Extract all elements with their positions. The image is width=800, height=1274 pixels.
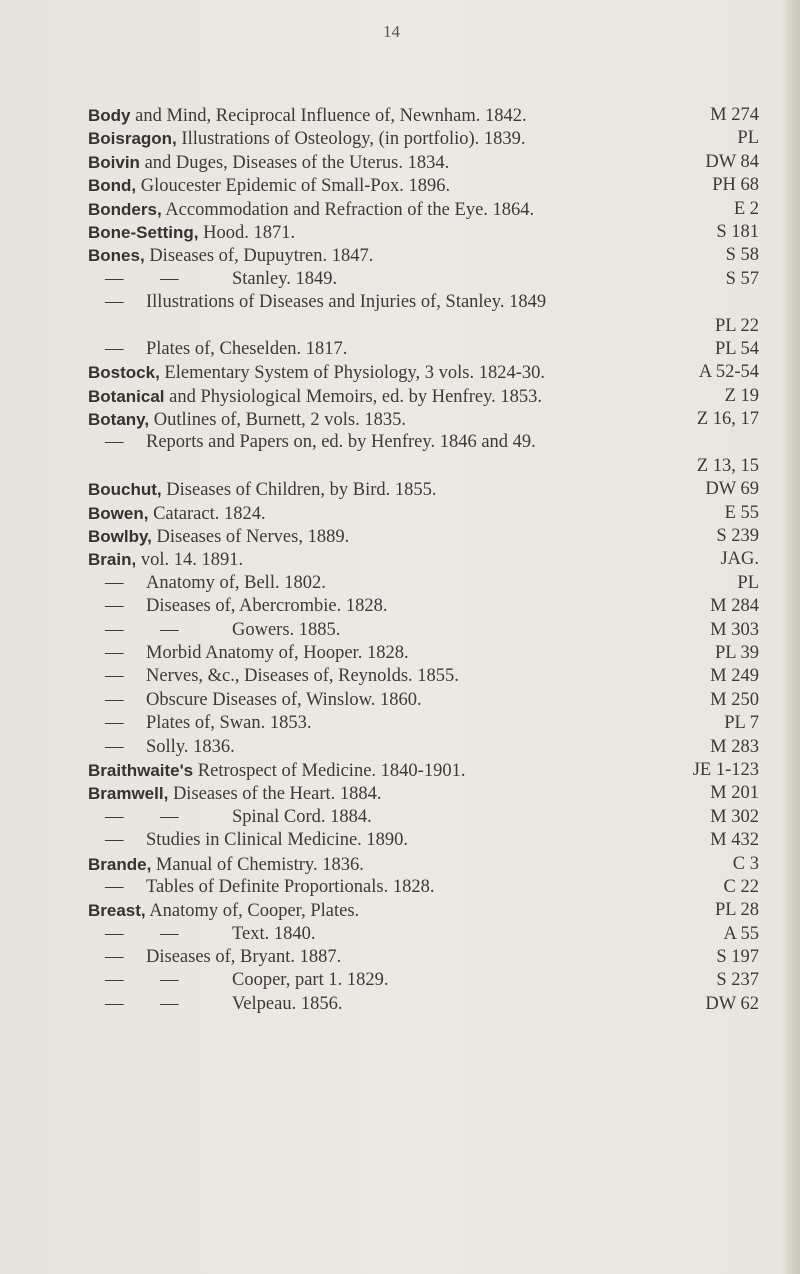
index-entry: [0, 712, 800, 735]
index-entry: [0, 923, 800, 946]
index-entry: [0, 268, 800, 291]
entry-description: Anatomy of, Cooper, Plates.: [145, 901, 360, 922]
ditto-dash: —: [105, 432, 124, 453]
entry-heading: Breast,: [88, 901, 146, 921]
entry-text: [146, 712, 311, 735]
entry-text: [88, 127, 526, 151]
entry-description: Outlines of, Burnett, 2 vols. 1835.: [149, 410, 407, 431]
entry-description: Elementary System of Physiology, 3 vols. 1824-30.: [159, 363, 546, 384]
index-entry: [0, 385, 800, 408]
index-entry: [0, 525, 800, 548]
shelf-reference: M 274: [710, 105, 759, 125]
shelf-reference: M 302: [710, 806, 759, 827]
entry-description: Studies in Clinical Medicine. 1890.: [146, 830, 409, 851]
ditto-dash: —: [105, 619, 124, 640]
ditto-dash: —: [105, 806, 124, 827]
index-entry: [0, 572, 800, 595]
shelf-reference: M 432: [710, 830, 759, 851]
shelf-reference: E 55: [724, 502, 759, 523]
shelf-reference: S 237: [716, 970, 759, 991]
ditto-dash: —: [105, 666, 124, 687]
entry-text: [146, 572, 326, 595]
entry-text: [146, 431, 536, 454]
entry-description: Plates of, Swan. 1853.: [146, 713, 312, 734]
entry-description: Cataract. 1824.: [148, 503, 266, 524]
entry-description: Morbid Anatomy of, Hooper. 1828.: [146, 642, 409, 663]
entry-text: [232, 923, 316, 946]
entry-heading: Bowlby,: [88, 527, 152, 547]
shelf-reference: M 283: [710, 736, 759, 757]
ditto-dash: —: [160, 806, 179, 827]
entry-text: [88, 174, 450, 198]
shelf-reference: S 239: [716, 526, 759, 547]
entry-heading: Bones,: [88, 246, 145, 266]
entry-text: [146, 642, 409, 665]
index-entry: [0, 993, 800, 1016]
entry-description: and Physiological Memoirs, ed. by Henfrey. 1853.: [164, 386, 543, 407]
shelf-reference: S 181: [716, 221, 759, 242]
shelf-reference: E 2: [733, 198, 759, 219]
entry-text: [146, 291, 546, 314]
shelf-reference: A 55: [723, 923, 759, 944]
entry-heading: Bramwell,: [88, 784, 169, 804]
entry-description: Solly. 1836.: [146, 736, 235, 757]
entry-heading: Boisragon,: [88, 129, 177, 149]
entry-description: Diseases of Nerves, 1889.: [151, 527, 350, 548]
ditto-dash: —: [105, 970, 124, 991]
entry-heading: Bone-Setting,: [88, 222, 199, 242]
shelf-reference: JAG.: [720, 549, 759, 570]
entry-description: Diseases of, Abercrombie. 1828.: [146, 596, 388, 617]
entry-text: [88, 361, 545, 385]
ditto-dash: —: [105, 923, 124, 944]
entry-text: [88, 899, 359, 923]
entry-description: Cooper, part 1. 1829.: [232, 970, 389, 991]
entry-text: [88, 244, 373, 268]
entry-heading: Botanical: [88, 386, 165, 406]
shelf-reference: DW 84: [705, 151, 759, 172]
shelf-reference: Z 19: [724, 385, 759, 406]
shelf-reference: DW 62: [705, 993, 759, 1014]
ditto-dash: —: [105, 830, 124, 851]
entry-text: [88, 385, 542, 409]
entry-description: Spinal Cord. 1884.: [232, 806, 372, 827]
index-entry: [0, 899, 800, 922]
ditto-dash: —: [105, 876, 124, 897]
ditto-dash: —: [105, 596, 124, 617]
shelf-reference: PL: [737, 572, 759, 593]
ditto-dash: —: [105, 736, 124, 757]
entry-description: Nerves, &c., Diseases of, Reynolds. 1855.: [146, 666, 459, 687]
entry-description: Accommodation and Refraction of the Eye. 1864.: [161, 199, 535, 220]
entry-description: Diseases of Children, by Bird. 1855.: [161, 480, 437, 501]
index-entry: [0, 198, 800, 221]
shelf-reference: M 284: [710, 596, 759, 617]
index-entry: [0, 595, 800, 618]
index-entry: [0, 853, 800, 876]
entry-text: [146, 829, 408, 852]
shelf-reference: PH 68: [712, 175, 759, 196]
index-entry: [0, 829, 800, 852]
shelf-reference: S 197: [716, 947, 759, 968]
entry-text: [146, 338, 347, 361]
ditto-dash: —: [105, 642, 124, 663]
entry-text: [232, 969, 388, 992]
index-entry: [0, 502, 800, 525]
shelf-reference: C 22: [723, 876, 759, 897]
entry-description: Illustrations of Diseases and Injuries of, Stanley. 1849: [146, 292, 547, 313]
entry-text: [146, 595, 387, 618]
index-entry: [0, 759, 800, 782]
entry-text: [88, 525, 349, 549]
ditto-dash: —: [105, 993, 124, 1014]
entry-heading: Bostock,: [88, 363, 160, 383]
ditto-dash: —: [105, 292, 124, 313]
entry-heading: Botany,: [88, 410, 150, 430]
index-entry: [0, 806, 800, 829]
entry-heading: Boivin: [88, 152, 140, 172]
ditto-dash: —: [105, 947, 124, 968]
entry-heading: Bouchut,: [88, 480, 162, 500]
entry-description: Tables of Definite Proportionals. 1828.: [146, 876, 435, 897]
entry-text: [88, 478, 437, 502]
index-entry: [0, 946, 800, 969]
entry-description: Diseases of, Bryant. 1887.: [146, 947, 342, 968]
page-number: 14: [383, 22, 400, 41]
entry-heading: Brain,: [88, 550, 137, 570]
ditto-dash: —: [105, 338, 124, 359]
shelf-reference: M 201: [710, 783, 759, 804]
entry-description: Manual of Chemistry. 1836.: [151, 854, 364, 875]
entry-text: [146, 665, 459, 688]
shelf-reference: PL 7: [724, 713, 759, 734]
entry-text: [88, 104, 527, 128]
entry-description: Reports and Papers on, ed. by Henfrey. 1846 and 49.: [146, 432, 536, 453]
entry-text: [88, 151, 449, 175]
shelf-reference: C 3: [732, 853, 759, 874]
entry-text: [88, 408, 406, 432]
entry-heading: Bonders,: [88, 199, 162, 219]
entry-text: [88, 502, 266, 526]
ditto-dash: —: [160, 268, 179, 289]
index-entry: [0, 127, 800, 150]
index-entry: [0, 782, 800, 805]
ditto-dash: —: [105, 572, 124, 593]
entry-heading: Braithwaite's: [88, 760, 194, 780]
shelf-reference: M 250: [710, 689, 759, 710]
entry-text: [146, 876, 434, 899]
entry-heading: Brande,: [88, 854, 152, 874]
index-entry: [0, 151, 800, 174]
entry-description: and Mind, Reciprocal Influence of, Newnham. 1842.: [130, 106, 527, 126]
entry-description: Diseases of, Dupuytren. 1847.: [144, 246, 374, 267]
entry-description: vol. 14. 1891.: [136, 550, 244, 571]
index-entry: [0, 408, 800, 431]
index-entry: [0, 338, 800, 361]
index-entry: [0, 431, 800, 454]
entry-description: Gloucester Epidemic of Small-Pox. 1896.: [136, 176, 451, 197]
ditto-dash: —: [160, 970, 179, 991]
entry-text: [232, 268, 337, 291]
shelf-reference: Z 16, 17: [696, 409, 759, 430]
entry-text: [146, 689, 422, 712]
entry-heading: Bowen,: [88, 503, 149, 523]
ditto-dash: —: [160, 923, 179, 944]
ditto-dash: —: [105, 268, 124, 289]
shelf-reference: M 249: [710, 666, 759, 687]
index-entry: [0, 478, 800, 501]
index-entry: [0, 689, 800, 712]
entry-description: Hood. 1871.: [198, 222, 296, 243]
index-entry: [0, 291, 800, 314]
entry-text: [88, 221, 295, 245]
index-entry: [0, 104, 800, 127]
entry-description: Velpeau. 1856.: [232, 993, 343, 1014]
index-entry: [0, 221, 800, 244]
index-entry: [0, 548, 800, 571]
index-entry: [0, 361, 800, 384]
entry-description: and Duges, Diseases of the Uterus. 1834.: [139, 152, 450, 173]
entry-text: [88, 198, 534, 222]
entry-text: [146, 736, 235, 759]
index-entry: [0, 619, 800, 642]
entry-heading: Bond,: [88, 176, 137, 196]
shelf-reference: PL 22: [714, 315, 759, 336]
shelf-reference: PL 39: [714, 642, 759, 663]
shelf-reference: S 58: [725, 245, 759, 266]
entry-text: [88, 782, 382, 806]
shelf-reference: S 57: [725, 268, 759, 289]
entry-text: [88, 853, 364, 877]
entry-text: [232, 993, 342, 1016]
entry-text: [146, 946, 341, 969]
index-entry: [0, 174, 800, 197]
index-entry: [0, 455, 800, 478]
index-entries: [0, 104, 800, 1016]
entry-description: Retrospect of Medicine. 1840-1901.: [193, 760, 466, 781]
entry-text: [232, 806, 372, 829]
entry-text: [88, 548, 243, 572]
entry-description: Diseases of the Heart. 1884.: [168, 784, 382, 805]
shelf-reference: PL 28: [714, 900, 759, 921]
entry-description: Anatomy of, Bell. 1802.: [146, 572, 326, 593]
index-entry: [0, 665, 800, 688]
ditto-dash: —: [160, 993, 179, 1014]
shelf-reference: PL 54: [714, 338, 759, 359]
shelf-reference: Z 13, 15: [696, 455, 759, 476]
entry-description: Gowers. 1885.: [232, 619, 341, 640]
shelf-reference: M 303: [710, 619, 759, 640]
entry-description: Plates of, Cheselden. 1817.: [146, 338, 348, 359]
shelf-reference: A 52-54: [698, 362, 759, 383]
index-entry: [0, 969, 800, 992]
entry-description: Stanley. 1849.: [232, 268, 338, 289]
index-entry: [0, 244, 800, 267]
index-entry: [0, 876, 800, 899]
entry-description: Illustrations of Osteology, (in portfolio). 1839.: [176, 129, 526, 150]
entry-text: [232, 619, 340, 642]
entry-text: [88, 759, 465, 783]
ditto-dash: —: [105, 689, 124, 710]
index-entry: [0, 736, 800, 759]
ditto-dash: —: [160, 619, 179, 640]
index-entry: [0, 315, 800, 338]
entry-heading: Body: [88, 106, 131, 125]
entry-description: Text. 1840.: [232, 923, 316, 944]
shelf-reference: PL: [737, 128, 759, 149]
shelf-reference: JE 1-123: [692, 759, 759, 780]
shelf-reference: DW 69: [705, 479, 759, 500]
entry-description: Obscure Diseases of, Winslow. 1860.: [146, 689, 422, 710]
index-entry: [0, 642, 800, 665]
ditto-dash: —: [105, 713, 124, 734]
